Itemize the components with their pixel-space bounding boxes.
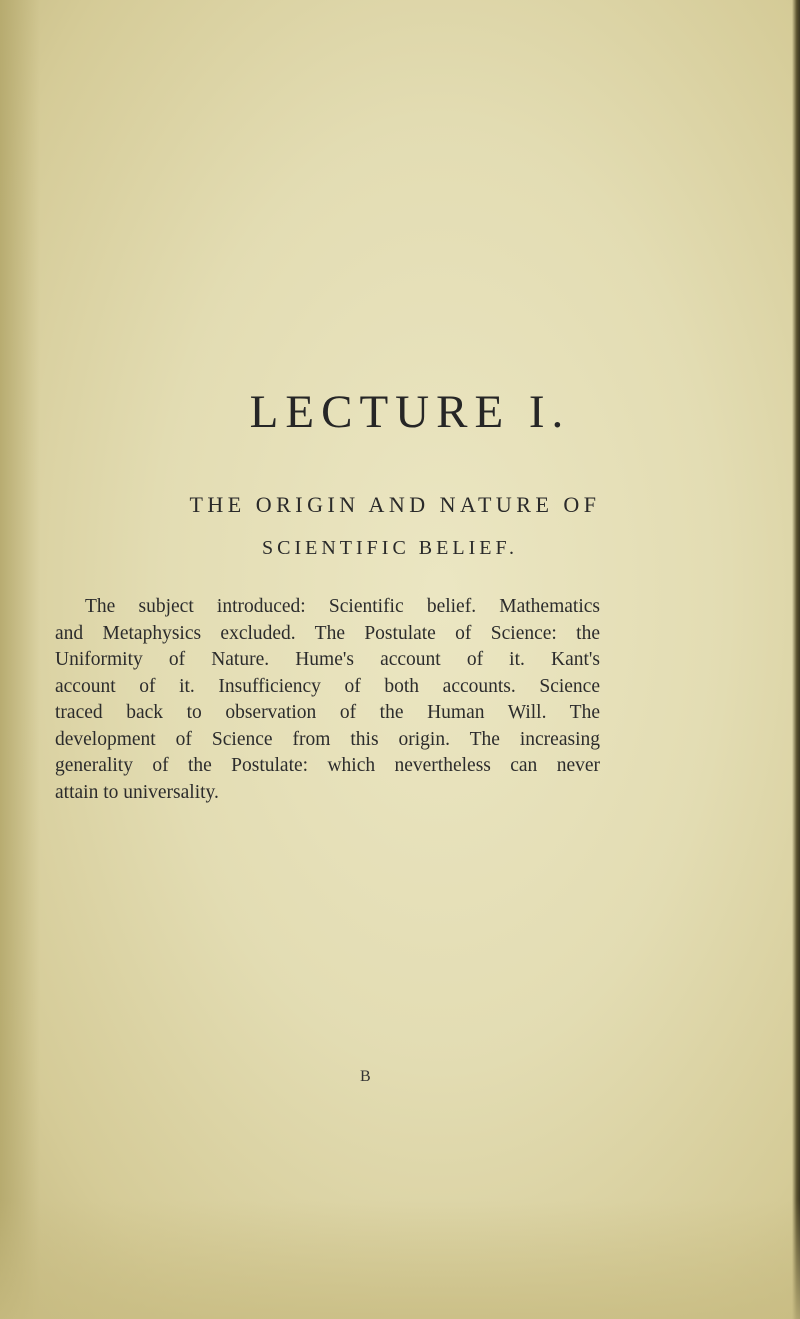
summary-line: account of it. Insufficiency of both accounts. Science: [55, 675, 600, 697]
summary-line: traced back to observation of the Human Will. The: [55, 702, 600, 723]
page-edge: [792, 0, 800, 1319]
lecture-subtitle-line-2: SCIENTIFIC BELIEF.: [262, 537, 518, 559]
summary-line: and Metaphysics excluded. The Postulate of Science: the: [55, 622, 600, 644]
lecture-subtitle-line-1: THE ORIGIN AND NATURE OF: [189, 492, 601, 517]
lecture-summary: [55, 594, 600, 806]
summary-line: development of Science from this origin. The increasing: [55, 728, 600, 750]
summary-line: The subject introduced: Scientific belief. Mathematics: [85, 596, 600, 617]
summary-line: Uniformity of Nature. Hume's account of it. Kant's: [55, 649, 600, 670]
summary-line: generality of the Postulate: which nevertheless can never: [55, 755, 600, 776]
printer-signature-mark: B: [360, 1068, 372, 1085]
lecture-title: LECTURE I.: [249, 386, 571, 438]
page-gutter-shade: [0, 0, 40, 1319]
page-bottom-shade: [0, 1199, 800, 1319]
summary-line: attain to universality.: [55, 781, 219, 803]
